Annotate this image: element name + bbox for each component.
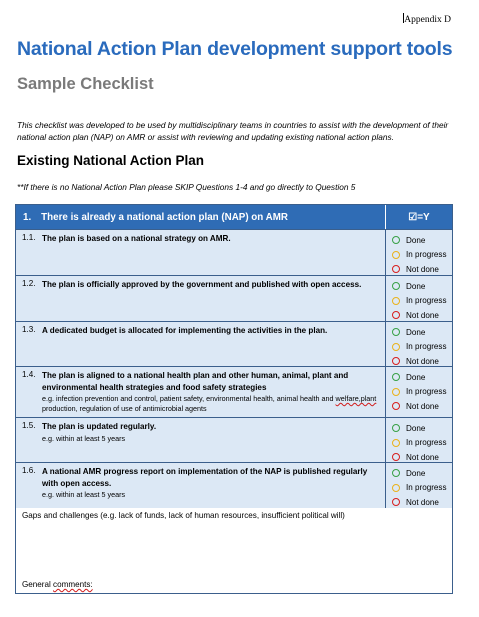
appendix-label: [403, 13, 451, 25]
comments-label: [22, 580, 93, 589]
option-done[interactable]: [392, 233, 452, 248]
checklist-table: [15, 204, 453, 509]
radio-not-done-icon[interactable]: [392, 357, 400, 365]
radio-done-icon[interactable]: [392, 469, 400, 477]
question-number: 1.5.: [22, 421, 36, 430]
option-label: Not done: [406, 401, 439, 411]
option-label: In progress: [406, 342, 447, 352]
option-label: Not done: [406, 452, 439, 462]
radio-done-icon[interactable]: [392, 236, 400, 244]
option-label: Done: [406, 423, 426, 433]
option-done[interactable]: [392, 370, 452, 385]
option-not-done[interactable]: [392, 262, 452, 277]
example-text: production, regulation of use of antimicrobial agents: [42, 403, 207, 413]
radio-not-done-icon[interactable]: [392, 265, 400, 273]
option-label: Not done: [406, 310, 439, 320]
option-label: Done: [406, 372, 426, 382]
option-label: In progress: [406, 438, 447, 448]
checklist-row-1-6: [16, 462, 452, 508]
section-heading: Existing National Action Plan: [17, 153, 205, 168]
question-text: The plan is updated regularly.: [42, 422, 157, 431]
radio-not-done-icon[interactable]: [392, 402, 400, 410]
checklist-header: [16, 205, 452, 229]
checklist-row-1-2: [16, 275, 452, 321]
question-number: 1.3.: [22, 325, 36, 334]
header-question: There is already a national action plan (NAP) on AMR: [41, 211, 288, 223]
option-in-progress[interactable]: [392, 385, 452, 400]
option-done[interactable]: [392, 466, 452, 481]
status-cell: [386, 322, 452, 366]
checklist-row-1-5: [16, 417, 452, 462]
question-example: e.g. within at least 5 years: [42, 490, 126, 499]
notes-box[interactable]: [15, 508, 453, 594]
question-cell: [16, 230, 386, 275]
status-cell: [386, 367, 452, 417]
option-label: Not done: [406, 356, 439, 366]
option-in-progress[interactable]: [392, 248, 452, 263]
option-label: Done: [406, 468, 426, 478]
question-cell: [16, 418, 386, 462]
comments-prefix: General: [22, 580, 54, 589]
status-cell: [386, 418, 452, 462]
option-done[interactable]: [392, 421, 452, 436]
radio-done-icon[interactable]: [392, 373, 400, 381]
option-label: Done: [406, 235, 426, 245]
skip-note: **If there is no National Action Plan please SKIP Questions 1-4 and go directly to Question 5: [17, 182, 356, 192]
spelling-flag: comments:: [53, 580, 93, 589]
intro-paragraph: This checklist was developed to be used by multidisciplinary teams in countries to assist with the development of their national action plan (NAP) on AMR or assist with reviewing and updating existing national action plans.: [17, 120, 449, 142]
status-cell: [386, 230, 452, 275]
question-text: A dedicated budget is allocated for implementing the activities in the plan.: [42, 326, 328, 335]
header-number: 1.: [23, 211, 32, 223]
option-not-done[interactable]: [392, 308, 452, 323]
page-subtitle: Sample Checklist: [17, 75, 154, 93]
checklist-row-1-3: [16, 321, 452, 366]
radio-done-icon[interactable]: [392, 328, 400, 336]
radio-in-progress-icon[interactable]: [392, 439, 400, 447]
question-cell: [16, 322, 386, 366]
option-done[interactable]: [392, 279, 452, 294]
header-question-cell: [16, 205, 386, 229]
question-example: [42, 394, 379, 413]
option-in-progress[interactable]: [392, 436, 452, 451]
question-text: A national AMR progress report on implementation of the NAP is published regularly with open access.: [42, 467, 368, 488]
radio-in-progress-icon[interactable]: [392, 343, 400, 351]
question-cell: [16, 463, 386, 508]
option-label: Not done: [406, 264, 439, 274]
option-in-progress[interactable]: [392, 294, 452, 309]
option-label: Not done: [406, 497, 439, 507]
question-number: 1.1.: [22, 233, 36, 242]
option-not-done[interactable]: [392, 399, 452, 414]
header-status-cell: [386, 205, 452, 229]
checklist-row-1-4: [16, 366, 452, 417]
question-number: 1.2.: [22, 279, 36, 288]
example-text: e.g. infection prevention and control, patient safety, environmental health, animal health and: [42, 394, 336, 403]
question-number: 1.6.: [22, 466, 36, 475]
radio-not-done-icon[interactable]: [392, 453, 400, 461]
header-status: ☑=Y: [408, 211, 430, 223]
page-title: National Action Plan development support tools: [17, 38, 453, 60]
appendix-text: Appendix D: [404, 15, 451, 25]
option-done[interactable]: [392, 325, 452, 340]
option-in-progress[interactable]: [392, 340, 452, 355]
spelling-flag: welfare,plant: [335, 394, 377, 403]
radio-done-icon[interactable]: [392, 282, 400, 290]
gaps-label: Gaps and challenges (e.g. lack of funds, lack of human resources, insufficient political will): [22, 511, 345, 520]
radio-in-progress-icon[interactable]: [392, 251, 400, 259]
status-cell: [386, 276, 452, 321]
question-cell: [16, 367, 386, 417]
question-number: 1.4.: [22, 370, 36, 379]
question-cell: [16, 276, 386, 321]
option-label: In progress: [406, 250, 447, 260]
question-text: The plan is aligned to a national health plan and other human, animal, plant and environmental health strategies and food safety strategies: [42, 371, 349, 392]
radio-in-progress-icon[interactable]: [392, 388, 400, 396]
option-label: Done: [406, 281, 426, 291]
radio-done-icon[interactable]: [392, 424, 400, 432]
radio-in-progress-icon[interactable]: [392, 297, 400, 305]
radio-not-done-icon[interactable]: [392, 498, 400, 506]
question-text: The plan is officially approved by the government and published with open access.: [42, 280, 362, 289]
radio-in-progress-icon[interactable]: [392, 484, 400, 492]
status-cell: [386, 463, 452, 508]
option-in-progress[interactable]: [392, 481, 452, 496]
question-example: e.g. within at least 5 years: [42, 433, 126, 443]
checklist-row-1-1: [16, 229, 452, 275]
option-label: In progress: [406, 387, 447, 397]
option-label: In progress: [406, 296, 447, 306]
question-text: The plan is based on a national strategy on AMR.: [42, 234, 231, 243]
radio-not-done-icon[interactable]: [392, 311, 400, 319]
option-label: Done: [406, 327, 426, 337]
option-label: In progress: [406, 483, 447, 493]
